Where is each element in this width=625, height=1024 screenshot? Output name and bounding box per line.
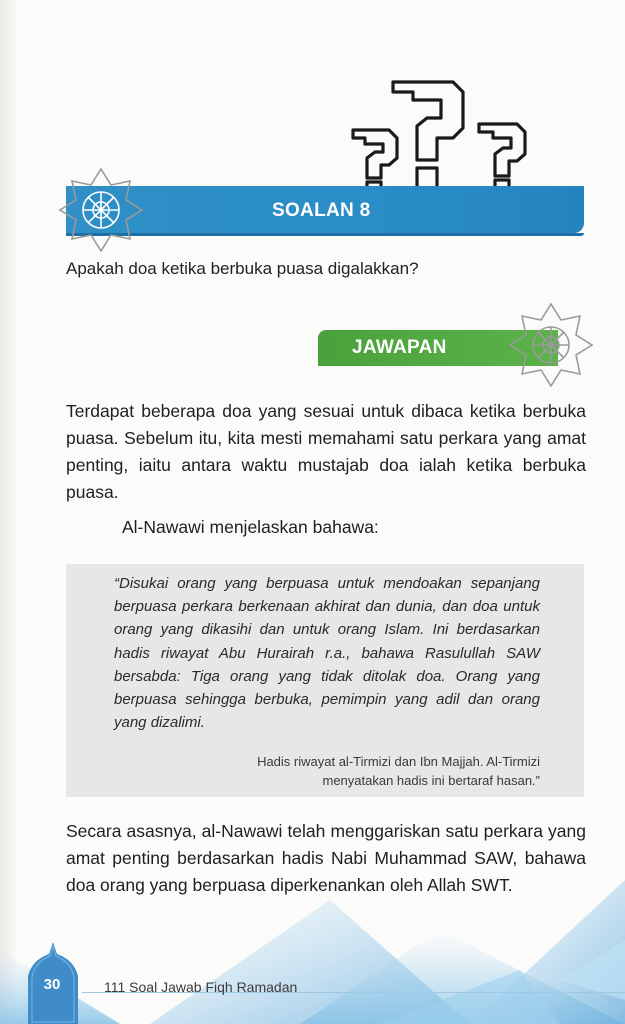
- quote-source-line: menyatakan hadis ini bertaraf hasan.”: [322, 773, 540, 788]
- book-title-footer: 111 Soal Jawab Fiqh Ramadan: [104, 979, 298, 995]
- question-number-label: SOALAN 8: [272, 200, 371, 221]
- quote-source: [196, 752, 540, 790]
- answer-label: JAWAPAN: [352, 337, 447, 358]
- islamic-star-ornament-icon: [56, 165, 146, 255]
- page-number: 30: [43, 976, 61, 993]
- bottom-geometric-decoration: [0, 860, 625, 1024]
- lead-in-text: Al-Nawawi menjelaskan bahawa:: [122, 517, 379, 537]
- quote-source-line: Hadis riwayat al-Tirmizi dan Ibn Majjah. Al-Tirmizi: [257, 754, 540, 769]
- quote-text: “Disukai orang yang berpuasa untuk mendoakan sepanjang berpuasa perkara berkenaan akhirat dan dunia, dan doa untuk orang yang dikasihi dan untuk orang Islam. Ini berdasarkan hadis riwayat Abu Hurairah r.a., bahawa Rasulullah SAW bersabda: Tiga orang yang tidak ditolak doa. Orang yang berpuasa sehingga berbuka, pemimpin yang adil dan orang yang dizalimi.: [114, 575, 540, 732]
- closing-paragraph: Secara asasnya, al-Nawawi telah menggariskan satu perkara yang amat penting berdasarkan hadis Nabi Muhammad SAW, bahawa doa orang yang berpuasa diperkenankan oleh Allah SWT.: [66, 821, 586, 895]
- islamic-star-ornament-icon: [506, 300, 596, 390]
- question-text: Apakah doa ketika berbuka puasa digalakkan?: [66, 259, 419, 278]
- intro-paragraph: Terdapat beberapa doa yang sesuai untuk dibaca ketika berbuka puasa. Sebelum itu, kita mesti memahami satu perkara yang amat penting, iaitu antara waktu mustajab doa ialah ketika berbuka puasa.: [66, 401, 586, 502]
- question-marks-icon: [345, 70, 535, 195]
